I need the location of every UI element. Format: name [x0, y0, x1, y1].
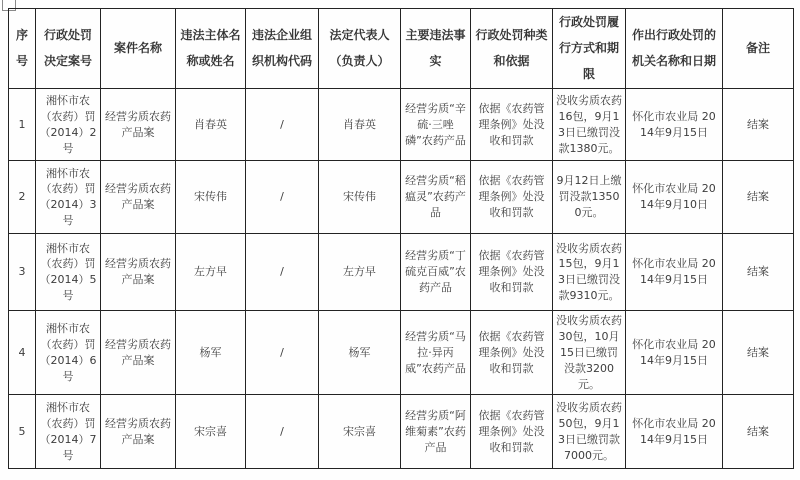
column-header-remarks: 备注	[723, 9, 794, 89]
cell-legal-rep: 杨军	[319, 311, 401, 395]
cell-remarks: 结案	[723, 311, 794, 395]
cell-execution: 没收劣质农药30包，10月15日已缴罚没款3200元。	[553, 311, 626, 395]
table-row	[9, 89, 794, 161]
cell-org-code: /	[246, 234, 319, 311]
cell-penalty-basis: 依据《农药管理条例》处没收和罚款	[471, 311, 553, 395]
table-row	[9, 234, 794, 311]
cell-penalty-basis: 依据《农药管理条例》处没收和罚款	[471, 161, 553, 234]
cell-remarks: 结案	[723, 89, 794, 161]
column-header-facts: 主要违法事实	[401, 9, 471, 89]
cell-index: 2	[9, 161, 36, 234]
column-header-party-name: 违法主体名称或姓名	[176, 9, 246, 89]
cell-authority-date: 怀化市农业局 2014年9月10日	[626, 161, 723, 234]
cell-penalty-basis: 依据《农药管理条例》处没收和罚款	[471, 234, 553, 311]
cell-org-code: /	[246, 161, 319, 234]
cell-authority-date: 怀化市农业局 2014年9月15日	[626, 395, 723, 469]
column-header-index: 序号	[9, 9, 36, 89]
column-header-authority-date: 作出行政处罚的机关名称和日期	[626, 9, 723, 89]
penalty-table	[8, 8, 794, 469]
cell-facts: 经营劣质“稻瘟灵”农药产品	[401, 161, 471, 234]
cell-facts: 经营劣质“辛硫·三唑磷”农药产品	[401, 89, 471, 161]
cell-legal-rep: 宋宗喜	[319, 395, 401, 469]
cell-case-name: 经营劣质农药产品案	[101, 234, 176, 311]
column-header-org-code: 违法企业组织机构代码	[246, 9, 319, 89]
column-header-legal-rep: 法定代表人（负责人）	[319, 9, 401, 89]
cell-execution: 没收劣质农药15包，9月13日已缴罚没款9310元。	[553, 234, 626, 311]
cell-facts: 经营劣质“丁硫克百威”农药产品	[401, 234, 471, 311]
cell-party-name: 左方早	[176, 234, 246, 311]
cell-authority-date: 怀化市农业局 2014年9月15日	[626, 234, 723, 311]
cell-legal-rep: 宋传伟	[319, 161, 401, 234]
cell-index: 4	[9, 311, 36, 395]
cell-penalty-basis: 依据《农药管理条例》处没收和罚款	[471, 89, 553, 161]
column-header-case-number: 行政处罚决定案号	[36, 9, 101, 89]
cell-execution: 9月12日上缴罚没款13500元。	[553, 161, 626, 234]
cell-facts: 经营劣质“阿维菊素”农药产品	[401, 395, 471, 469]
cell-case-name: 经营劣质农药产品案	[101, 89, 176, 161]
cell-legal-rep: 左方早	[319, 234, 401, 311]
cell-index: 3	[9, 234, 36, 311]
cell-party-name: 宋宗喜	[176, 395, 246, 469]
cell-case-name: 经营劣质农药产品案	[101, 311, 176, 395]
column-header-penalty-basis: 行政处罚种类和依据	[471, 9, 553, 89]
cell-party-name: 肖春英	[176, 89, 246, 161]
column-header-case-name: 案件名称	[101, 9, 176, 89]
cell-case-number: 湘怀市农（农药）罚（2014）5号	[36, 234, 101, 311]
cell-party-name: 杨军	[176, 311, 246, 395]
cell-case-number: 湘怀市农（农药）罚（2014）6号	[36, 311, 101, 395]
table-row	[9, 161, 794, 234]
cell-party-name: 宋传伟	[176, 161, 246, 234]
cell-case-number: 湘怀市农（农药）罚（2014）3号	[36, 161, 101, 234]
cell-execution: 没收劣质农药50包，9月13日已缴罚款7000元。	[553, 395, 626, 469]
cell-remarks: 结案	[723, 234, 794, 311]
cell-case-name: 经营劣质农药产品案	[101, 161, 176, 234]
column-header-execution: 行政处罚履行方式和期限	[553, 9, 626, 89]
cell-execution: 没收劣质农药16包，9月13日已缴罚没款1380元。	[553, 89, 626, 161]
table-row	[9, 311, 794, 395]
cell-case-name: 经营劣质农药产品案	[101, 395, 176, 469]
cell-authority-date: 怀化市农业局 2014年9月15日	[626, 311, 723, 395]
cell-facts: 经营劣质“马拉·异丙威”农药产品	[401, 311, 471, 395]
cell-legal-rep: 肖春英	[319, 89, 401, 161]
table-row	[9, 395, 794, 469]
cell-case-number: 湘怀市农（农药）罚（2014）7号	[36, 395, 101, 469]
cell-authority-date: 怀化市农业局 2014年9月15日	[626, 89, 723, 161]
header-row	[9, 9, 794, 89]
cell-org-code: /	[246, 395, 319, 469]
cell-org-code: /	[246, 311, 319, 395]
cell-penalty-basis: 依据《农药管理条例》处没收和罚款	[471, 395, 553, 469]
cell-remarks: 结案	[723, 161, 794, 234]
cell-index: 1	[9, 89, 36, 161]
cell-remarks: 结案	[723, 395, 794, 469]
penalty-table-body	[9, 89, 794, 469]
cell-org-code: /	[246, 89, 319, 161]
cell-index: 5	[9, 395, 36, 469]
cell-case-number: 湘怀市农（农药）罚（2014）2号	[36, 89, 101, 161]
